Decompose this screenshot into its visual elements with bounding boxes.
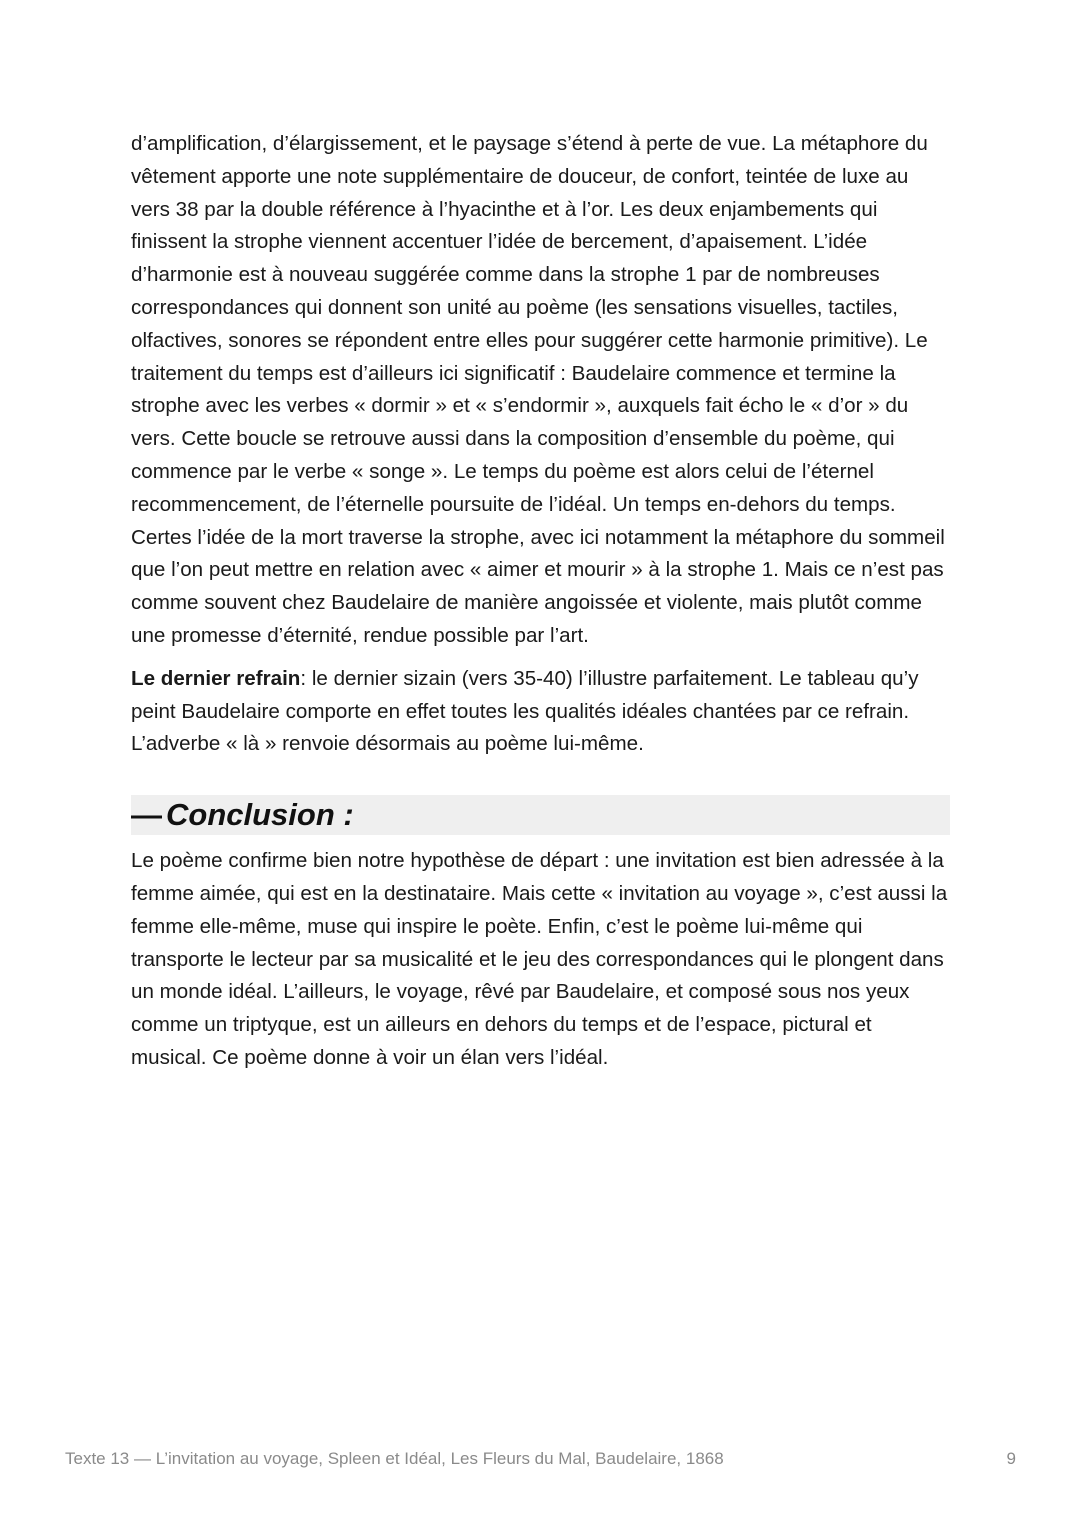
conclusion-title: Conclusion : (166, 797, 354, 833)
page-number: 9 (1006, 1449, 1016, 1468)
heading-dash: — (131, 797, 162, 833)
refrain-text: : le dernier sizain (vers 35-40) l’illustre parfaitement. Le tableau qu’y peint Baudelaire comporte en effet toutes les qualités idéales chantées par ce refrain. L’adverbe « là » renvoie désormais au poème lui-même. (131, 666, 919, 756)
refrain-lead: Le dernier refrain (131, 666, 301, 690)
conclusion-paragraph: Le poème confirme bien notre hypothèse de départ : une invitation est bien adressée à la femme aimée, qui est en la destinataire. Mais cette « invitation au voyage », c’est aussi la femme elle-même, muse qui inspire le poète. Enfin, c’est le poème lui-même qui transporte le lecteur par sa musicalité et le jeu des correspondances qui le plongent dans un monde idéal. L’ailleurs, le voyage, rêvé par Baudelaire, et composé sous nos yeux comme un triptyque, est un ailleurs en dehors du temps et de l’espace, pictural et musical. Ce poème donne à voir un élan vers l’idéal. (131, 849, 948, 1069)
page-content (131, 128, 951, 1075)
page-footer (65, 1447, 1016, 1471)
body-paragraph-refrain (131, 663, 951, 761)
body-paragraph-analysis: d’amplification, d’élargissement, et le paysage s’étend à perte de vue. La métaphore du vêtement apporte une note supplémentaire de douceur, de confort, teintée de luxe au vers 38 par la double référence à l’hyacinthe et à l’or. Les deux enjambements qui finissent la strophe viennent accentuer l’idée de bercement, d’apaisement. L’idée d’harmonie est à nouveau suggérée comme dans la strophe 1 par de nombreuses correspondances qui donnent son unité au poème (les sensations visuelles, tactiles, olfactives, sonores se répondent entre elles pour suggérer cette harmonie primitive). Le traitement du temps est d’ailleurs ici significatif : Baudelaire commence et termine la strophe avec les verbes « dormir » et « s’endormir », auxquels fait écho le « d’or » du vers. Cette boucle se retrouve aussi dans la composition d’ensemble du poème, qui commence par le verbe « songe ». Le temps du poème est alors celui de l’éternel recommencement, de l’éternelle poursuite de l’idéal. Un temps en-dehors du temps. Certes l’idée de la mort traverse la strophe, avec ici notamment la métaphore du sommeil que l’on peut mettre en relation avec « aimer et mourir » à la strophe 1. Mais ce n’est pas comme souvent chez Baudelaire de manière angoissée et violente, mais plutôt comme une promesse d’éternité, rendue possible par l’art. (131, 132, 945, 647)
footer-source: Texte 13 — L’invitation au voyage, Spleen et Idéal, Les Fleurs du Mal, Baudelaire, 1868 (65, 1449, 724, 1468)
conclusion-heading (131, 795, 950, 835)
